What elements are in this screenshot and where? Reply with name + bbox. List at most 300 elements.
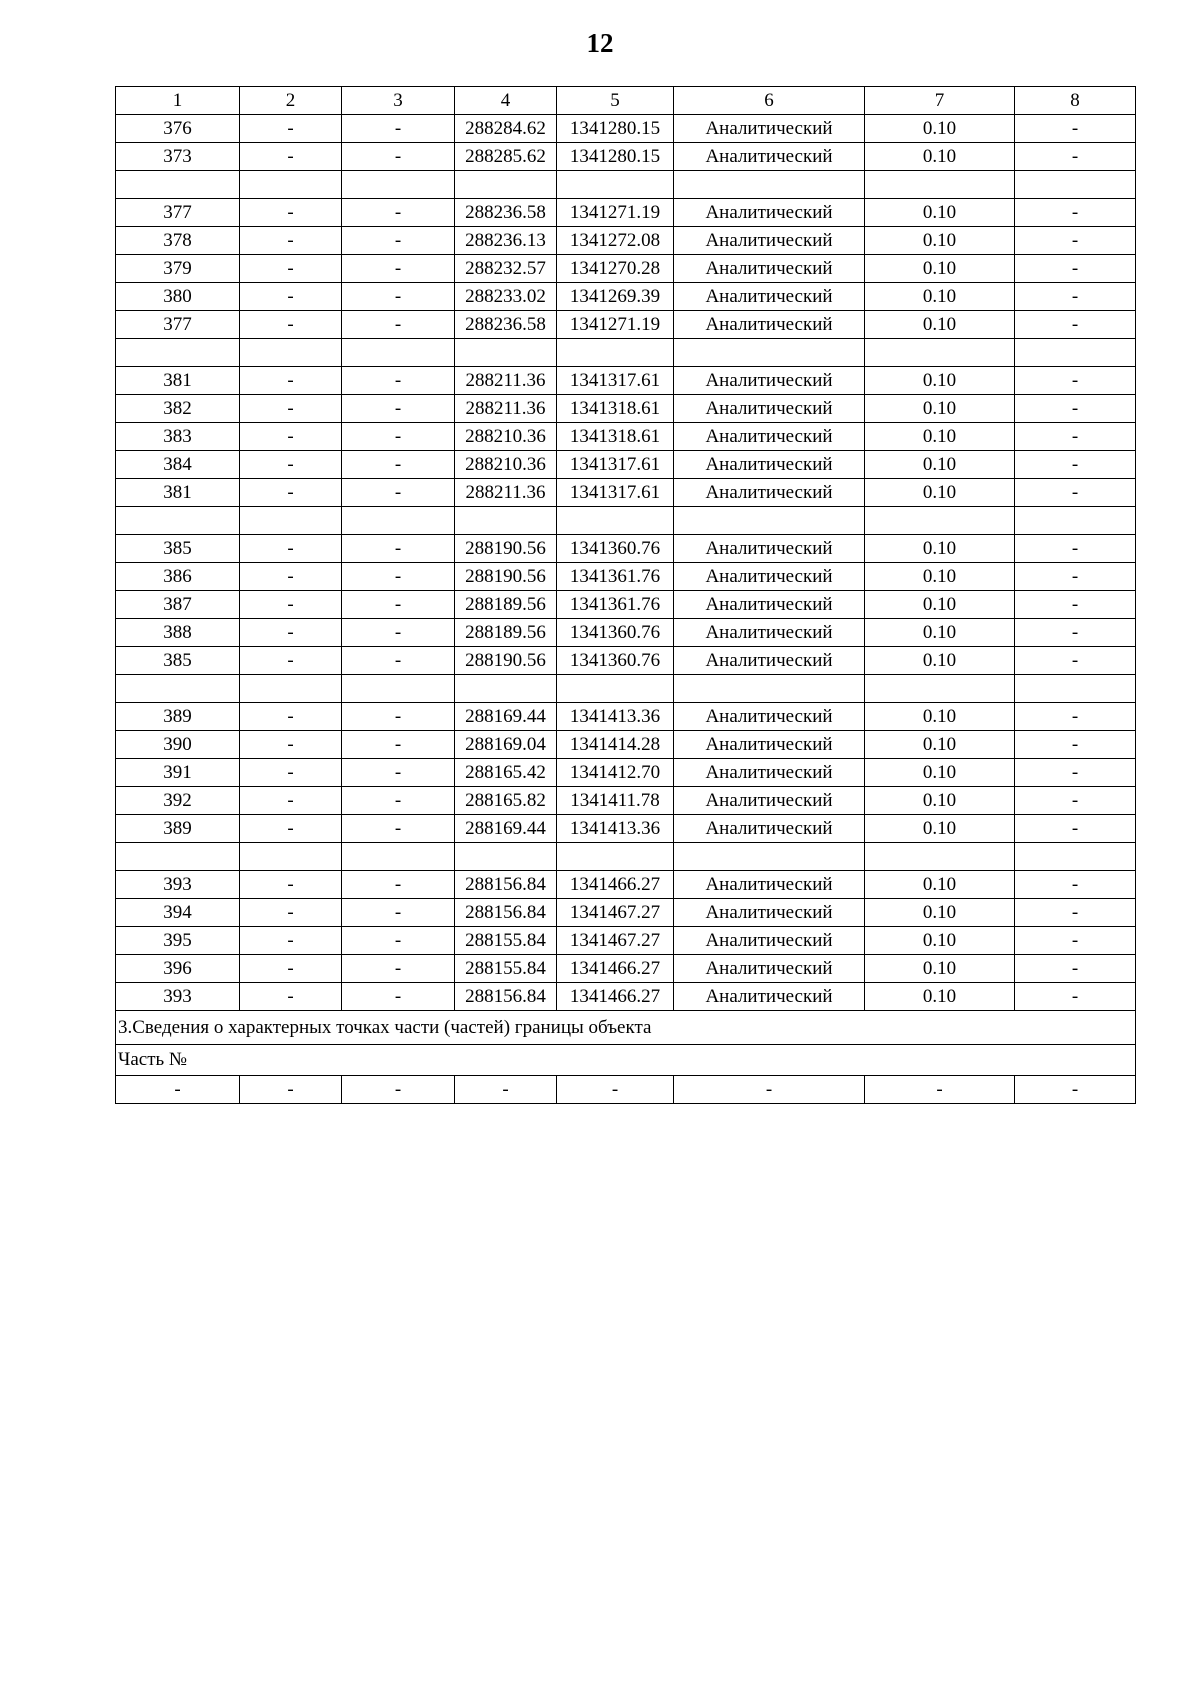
table-cell: - — [1015, 927, 1136, 955]
table-cell: 0.10 — [865, 787, 1015, 815]
table-cell: 380 — [116, 283, 240, 311]
table-cell: 1341317.61 — [557, 451, 674, 479]
table-cell: - — [1015, 227, 1136, 255]
table-cell — [455, 507, 557, 535]
table-cell: Аналитический — [674, 927, 865, 955]
table-cell — [240, 507, 342, 535]
table-cell: - — [240, 367, 342, 395]
part-label: Часть № — [116, 1045, 1136, 1076]
table-cell: 288210.36 — [455, 423, 557, 451]
table-cell: - — [1015, 423, 1136, 451]
table-cell — [455, 171, 557, 199]
table-cell: 0.10 — [865, 647, 1015, 675]
table-cell — [240, 675, 342, 703]
table-cell: Аналитический — [674, 283, 865, 311]
table-row — [116, 423, 1136, 451]
table-cell: 288190.56 — [455, 647, 557, 675]
table-row — [116, 955, 1136, 983]
table-row — [116, 171, 1136, 199]
table-row — [116, 115, 1136, 143]
table-cell: 0.10 — [865, 983, 1015, 1011]
table-cell: - — [1015, 871, 1136, 899]
table-cell — [116, 843, 240, 871]
table-cell: 393 — [116, 983, 240, 1011]
table-cell: Аналитический — [674, 871, 865, 899]
table-cell: 1341467.27 — [557, 927, 674, 955]
table-cell: Аналитический — [674, 647, 865, 675]
table-cell: 288169.44 — [455, 815, 557, 843]
table-cell: - — [240, 647, 342, 675]
table-cell: - — [240, 451, 342, 479]
table-cell — [1015, 843, 1136, 871]
table-cell: - — [240, 227, 342, 255]
table-cell — [674, 507, 865, 535]
table-cell: - — [240, 871, 342, 899]
table-cell: 1341361.76 — [557, 591, 674, 619]
table-row — [116, 227, 1136, 255]
table-cell: 1341271.19 — [557, 311, 674, 339]
table-row — [116, 339, 1136, 367]
table-cell: 288155.84 — [455, 955, 557, 983]
table-cell: 390 — [116, 731, 240, 759]
table-cell: Аналитический — [674, 311, 865, 339]
section-title: 3.Сведения о характерных точках части (частей) границы объекта — [116, 1011, 1136, 1045]
table-cell: 1341280.15 — [557, 115, 674, 143]
table-cell: 381 — [116, 479, 240, 507]
table-cell — [674, 843, 865, 871]
table-row — [116, 983, 1136, 1011]
table-cell: 0.10 — [865, 423, 1015, 451]
table-cell: 288211.36 — [455, 367, 557, 395]
table-cell — [342, 843, 455, 871]
table-cell: 1341466.27 — [557, 983, 674, 1011]
table-cell: 288236.58 — [455, 311, 557, 339]
table-cell: - — [240, 311, 342, 339]
table-cell — [116, 675, 240, 703]
table-cell: 393 — [116, 871, 240, 899]
table-cell: Аналитический — [674, 367, 865, 395]
table-cell: - — [342, 815, 455, 843]
table-cell — [1015, 675, 1136, 703]
table-row — [116, 367, 1136, 395]
table-cell: 288189.56 — [455, 619, 557, 647]
table-cell: - — [342, 423, 455, 451]
table-cell: 0.10 — [865, 143, 1015, 171]
table-cell: - — [342, 871, 455, 899]
table-cell: 288190.56 — [455, 535, 557, 563]
table-cell: Аналитический — [674, 899, 865, 927]
table-cell: Аналитический — [674, 535, 865, 563]
table-cell: Аналитический — [674, 591, 865, 619]
table-row — [116, 563, 1136, 591]
header-cell: 6 — [674, 87, 865, 115]
table-cell: Аналитический — [674, 563, 865, 591]
table-cell: 0.10 — [865, 955, 1015, 983]
table-row — [116, 619, 1136, 647]
header-cell: 5 — [557, 87, 674, 115]
table-cell: Аналитический — [674, 199, 865, 227]
table-cell: 288236.13 — [455, 227, 557, 255]
table-cell: - — [1015, 983, 1136, 1011]
table-cell: 0.10 — [865, 871, 1015, 899]
table-cell: - — [240, 815, 342, 843]
table-cell: 377 — [116, 311, 240, 339]
table-cell: 381 — [116, 367, 240, 395]
table-cell: Аналитический — [674, 395, 865, 423]
table-cell: - — [1015, 311, 1136, 339]
table-cell: 0.10 — [865, 199, 1015, 227]
table-cell: Аналитический — [674, 983, 865, 1011]
table-cell: - — [1015, 731, 1136, 759]
table-cell: - — [240, 535, 342, 563]
table-cell: - — [1015, 815, 1136, 843]
table-cell — [342, 171, 455, 199]
table-cell — [557, 507, 674, 535]
part-label-row — [116, 1045, 1136, 1076]
table-cell: - — [1015, 199, 1136, 227]
table-cell: - — [342, 311, 455, 339]
table-cell: 385 — [116, 535, 240, 563]
table-cell: - — [342, 619, 455, 647]
table-cell — [557, 675, 674, 703]
table-row — [116, 759, 1136, 787]
header-row — [116, 87, 1136, 115]
table-row — [116, 927, 1136, 955]
table-cell: 396 — [116, 955, 240, 983]
table-cell: - — [455, 1076, 557, 1104]
table-cell: Аналитический — [674, 731, 865, 759]
table-cell: - — [1015, 395, 1136, 423]
table-cell: 0.10 — [865, 759, 1015, 787]
table-cell: - — [240, 1076, 342, 1104]
table-cell: - — [240, 395, 342, 423]
table-cell: 288156.84 — [455, 899, 557, 927]
table-cell: 1341412.70 — [557, 759, 674, 787]
table-cell: 1341360.76 — [557, 647, 674, 675]
table-cell: 1341272.08 — [557, 227, 674, 255]
table-row — [116, 479, 1136, 507]
table-cell: 288169.44 — [455, 703, 557, 731]
table-cell: - — [1015, 367, 1136, 395]
table-cell: - — [1015, 899, 1136, 927]
table-cell — [557, 171, 674, 199]
table-cell: 288190.56 — [455, 563, 557, 591]
table-cell: - — [240, 283, 342, 311]
table-cell: 0.10 — [865, 395, 1015, 423]
table-cell: 1341271.19 — [557, 199, 674, 227]
table-cell: 1341414.28 — [557, 731, 674, 759]
table-cell — [455, 339, 557, 367]
table-cell: - — [240, 143, 342, 171]
table-body — [116, 87, 1136, 1104]
table-cell: - — [342, 647, 455, 675]
table-cell: - — [342, 199, 455, 227]
table-cell: - — [342, 899, 455, 927]
table-cell — [1015, 171, 1136, 199]
table-row — [116, 815, 1136, 843]
table-cell: 1341270.28 — [557, 255, 674, 283]
table-cell: - — [1015, 759, 1136, 787]
table-cell: 1341269.39 — [557, 283, 674, 311]
header-cell: 8 — [1015, 87, 1136, 115]
table-cell: - — [240, 899, 342, 927]
table-cell: - — [240, 927, 342, 955]
table-cell: 385 — [116, 647, 240, 675]
table-cell: - — [240, 479, 342, 507]
section-title-row — [116, 1011, 1136, 1045]
table-cell — [116, 507, 240, 535]
table-cell: - — [1015, 619, 1136, 647]
table-row — [116, 283, 1136, 311]
table-cell: 1341360.76 — [557, 619, 674, 647]
table-cell: Аналитический — [674, 143, 865, 171]
table-cell: 379 — [116, 255, 240, 283]
table-cell: - — [342, 479, 455, 507]
table-cell: - — [1015, 647, 1136, 675]
table-cell: 0.10 — [865, 703, 1015, 731]
table-row — [116, 843, 1136, 871]
table-cell: 389 — [116, 703, 240, 731]
table-cell: 373 — [116, 143, 240, 171]
table-cell: 388 — [116, 619, 240, 647]
table-cell: 0.10 — [865, 451, 1015, 479]
header-cell: 1 — [116, 87, 240, 115]
table-cell: 0.10 — [865, 367, 1015, 395]
table-cell: - — [240, 955, 342, 983]
table-cell: 389 — [116, 815, 240, 843]
table-row — [116, 535, 1136, 563]
table-cell: - — [342, 115, 455, 143]
table-cell — [865, 675, 1015, 703]
table-row — [116, 199, 1136, 227]
table-cell: 377 — [116, 199, 240, 227]
table-cell — [240, 843, 342, 871]
table-cell: - — [342, 787, 455, 815]
table-cell: - — [865, 1076, 1015, 1104]
table-cell: Аналитический — [674, 479, 865, 507]
header-cell: 3 — [342, 87, 455, 115]
table-cell: 0.10 — [865, 619, 1015, 647]
table-cell: 1341318.61 — [557, 395, 674, 423]
table-cell: 0.10 — [865, 115, 1015, 143]
table-row — [116, 507, 1136, 535]
table-cell — [116, 171, 240, 199]
table-row — [116, 143, 1136, 171]
table-cell — [342, 675, 455, 703]
table-cell: - — [342, 143, 455, 171]
table-cell: 386 — [116, 563, 240, 591]
table-cell: - — [342, 227, 455, 255]
table-row — [116, 787, 1136, 815]
table-cell — [674, 675, 865, 703]
table-cell: - — [342, 367, 455, 395]
table-cell: 288285.62 — [455, 143, 557, 171]
table-cell: - — [557, 1076, 674, 1104]
table-cell: - — [240, 787, 342, 815]
table-cell: - — [674, 1076, 865, 1104]
table-cell: - — [342, 283, 455, 311]
table-cell: 1341361.76 — [557, 563, 674, 591]
table-cell: - — [342, 535, 455, 563]
table-cell: - — [1015, 591, 1136, 619]
table-cell: Аналитический — [674, 423, 865, 451]
table-cell: 288211.36 — [455, 479, 557, 507]
table-row — [116, 871, 1136, 899]
table-cell: 288211.36 — [455, 395, 557, 423]
table-cell — [455, 675, 557, 703]
table-cell — [865, 507, 1015, 535]
table-cell: 1341317.61 — [557, 479, 674, 507]
table-cell: 288165.42 — [455, 759, 557, 787]
table-row — [116, 255, 1136, 283]
table-cell — [1015, 339, 1136, 367]
table-cell: - — [240, 423, 342, 451]
table-row — [116, 731, 1136, 759]
table-cell: 0.10 — [865, 283, 1015, 311]
table-cell: - — [240, 983, 342, 1011]
table-cell: - — [342, 927, 455, 955]
table-cell: - — [240, 199, 342, 227]
table-row — [116, 311, 1136, 339]
table-cell: 1341280.15 — [557, 143, 674, 171]
table-cell: - — [1015, 283, 1136, 311]
table-cell: - — [342, 563, 455, 591]
table-cell: 1341413.36 — [557, 815, 674, 843]
table-cell: 1341318.61 — [557, 423, 674, 451]
table-cell: - — [1015, 535, 1136, 563]
table-cell: - — [240, 731, 342, 759]
table-cell: 288156.84 — [455, 871, 557, 899]
table-cell: - — [240, 703, 342, 731]
table-cell: - — [240, 563, 342, 591]
table-cell: 378 — [116, 227, 240, 255]
header-cell: 2 — [240, 87, 342, 115]
table-cell: - — [240, 619, 342, 647]
table-cell: 1341360.76 — [557, 535, 674, 563]
table-cell: 0.10 — [865, 535, 1015, 563]
table-cell: 288232.57 — [455, 255, 557, 283]
table-cell: - — [240, 115, 342, 143]
header-cell: 4 — [455, 87, 557, 115]
table-cell: - — [240, 759, 342, 787]
table-cell: 288210.36 — [455, 451, 557, 479]
table-cell — [557, 843, 674, 871]
part-data-row — [116, 1076, 1136, 1104]
table-cell — [240, 339, 342, 367]
table-cell: 288165.82 — [455, 787, 557, 815]
table-cell: - — [1015, 787, 1136, 815]
table-cell: 384 — [116, 451, 240, 479]
table-cell: 0.10 — [865, 479, 1015, 507]
table-cell: 383 — [116, 423, 240, 451]
table-cell: - — [1015, 955, 1136, 983]
table-cell: Аналитический — [674, 703, 865, 731]
table-cell: 288155.84 — [455, 927, 557, 955]
table-cell: 288284.62 — [455, 115, 557, 143]
table-cell: - — [342, 731, 455, 759]
table-cell — [557, 339, 674, 367]
table-cell: 0.10 — [865, 927, 1015, 955]
table-row — [116, 703, 1136, 731]
table-cell: - — [240, 255, 342, 283]
table-cell: 0.10 — [865, 815, 1015, 843]
table-cell: 288156.84 — [455, 983, 557, 1011]
table-cell — [865, 843, 1015, 871]
table-cell: 288233.02 — [455, 283, 557, 311]
table-cell: 391 — [116, 759, 240, 787]
table-cell: 1341317.61 — [557, 367, 674, 395]
table-cell: Аналитический — [674, 115, 865, 143]
table-cell: Аналитический — [674, 815, 865, 843]
table-cell: 0.10 — [865, 227, 1015, 255]
coordinates-table — [115, 86, 1136, 1104]
table-cell: Аналитический — [674, 255, 865, 283]
table-cell: 0.10 — [865, 311, 1015, 339]
table-cell: Аналитический — [674, 787, 865, 815]
table-cell: 1341411.78 — [557, 787, 674, 815]
table-cell: Аналитический — [674, 227, 865, 255]
table-cell: - — [240, 591, 342, 619]
table-cell: 288169.04 — [455, 731, 557, 759]
table-cell: - — [1015, 1076, 1136, 1104]
table-cell: Аналитический — [674, 955, 865, 983]
table-cell: - — [342, 983, 455, 1011]
table-cell: 1341467.27 — [557, 899, 674, 927]
table-cell: 1341466.27 — [557, 955, 674, 983]
table-cell: 0.10 — [865, 731, 1015, 759]
table-cell: 288189.56 — [455, 591, 557, 619]
table-row — [116, 647, 1136, 675]
table-cell — [342, 507, 455, 535]
table-cell: 376 — [116, 115, 240, 143]
table-row — [116, 899, 1136, 927]
table-cell: 0.10 — [865, 563, 1015, 591]
table-cell: - — [116, 1076, 240, 1104]
table-cell: 1341466.27 — [557, 871, 674, 899]
table-cell: 392 — [116, 787, 240, 815]
table-cell: 0.10 — [865, 899, 1015, 927]
table-cell: - — [342, 1076, 455, 1104]
table-cell — [455, 843, 557, 871]
table-cell: 1341413.36 — [557, 703, 674, 731]
table-cell: - — [342, 759, 455, 787]
table-cell: Аналитический — [674, 619, 865, 647]
table-cell: - — [342, 703, 455, 731]
table-cell: - — [1015, 115, 1136, 143]
table-cell: - — [342, 395, 455, 423]
table-cell: - — [1015, 479, 1136, 507]
table-cell — [116, 339, 240, 367]
table-cell — [1015, 507, 1136, 535]
table-cell: - — [1015, 255, 1136, 283]
table-row — [116, 675, 1136, 703]
table-cell — [674, 339, 865, 367]
table-cell: 394 — [116, 899, 240, 927]
table-cell — [240, 171, 342, 199]
table-cell: 0.10 — [865, 255, 1015, 283]
table-cell: Аналитический — [674, 451, 865, 479]
table-cell: - — [342, 451, 455, 479]
table-cell — [865, 171, 1015, 199]
table-row — [116, 451, 1136, 479]
page-number: 12 — [586, 28, 614, 58]
table-cell: Аналитический — [674, 759, 865, 787]
table-cell — [342, 339, 455, 367]
table-cell: 0.10 — [865, 591, 1015, 619]
table-cell: 382 — [116, 395, 240, 423]
table-cell: - — [1015, 451, 1136, 479]
table-row — [116, 395, 1136, 423]
